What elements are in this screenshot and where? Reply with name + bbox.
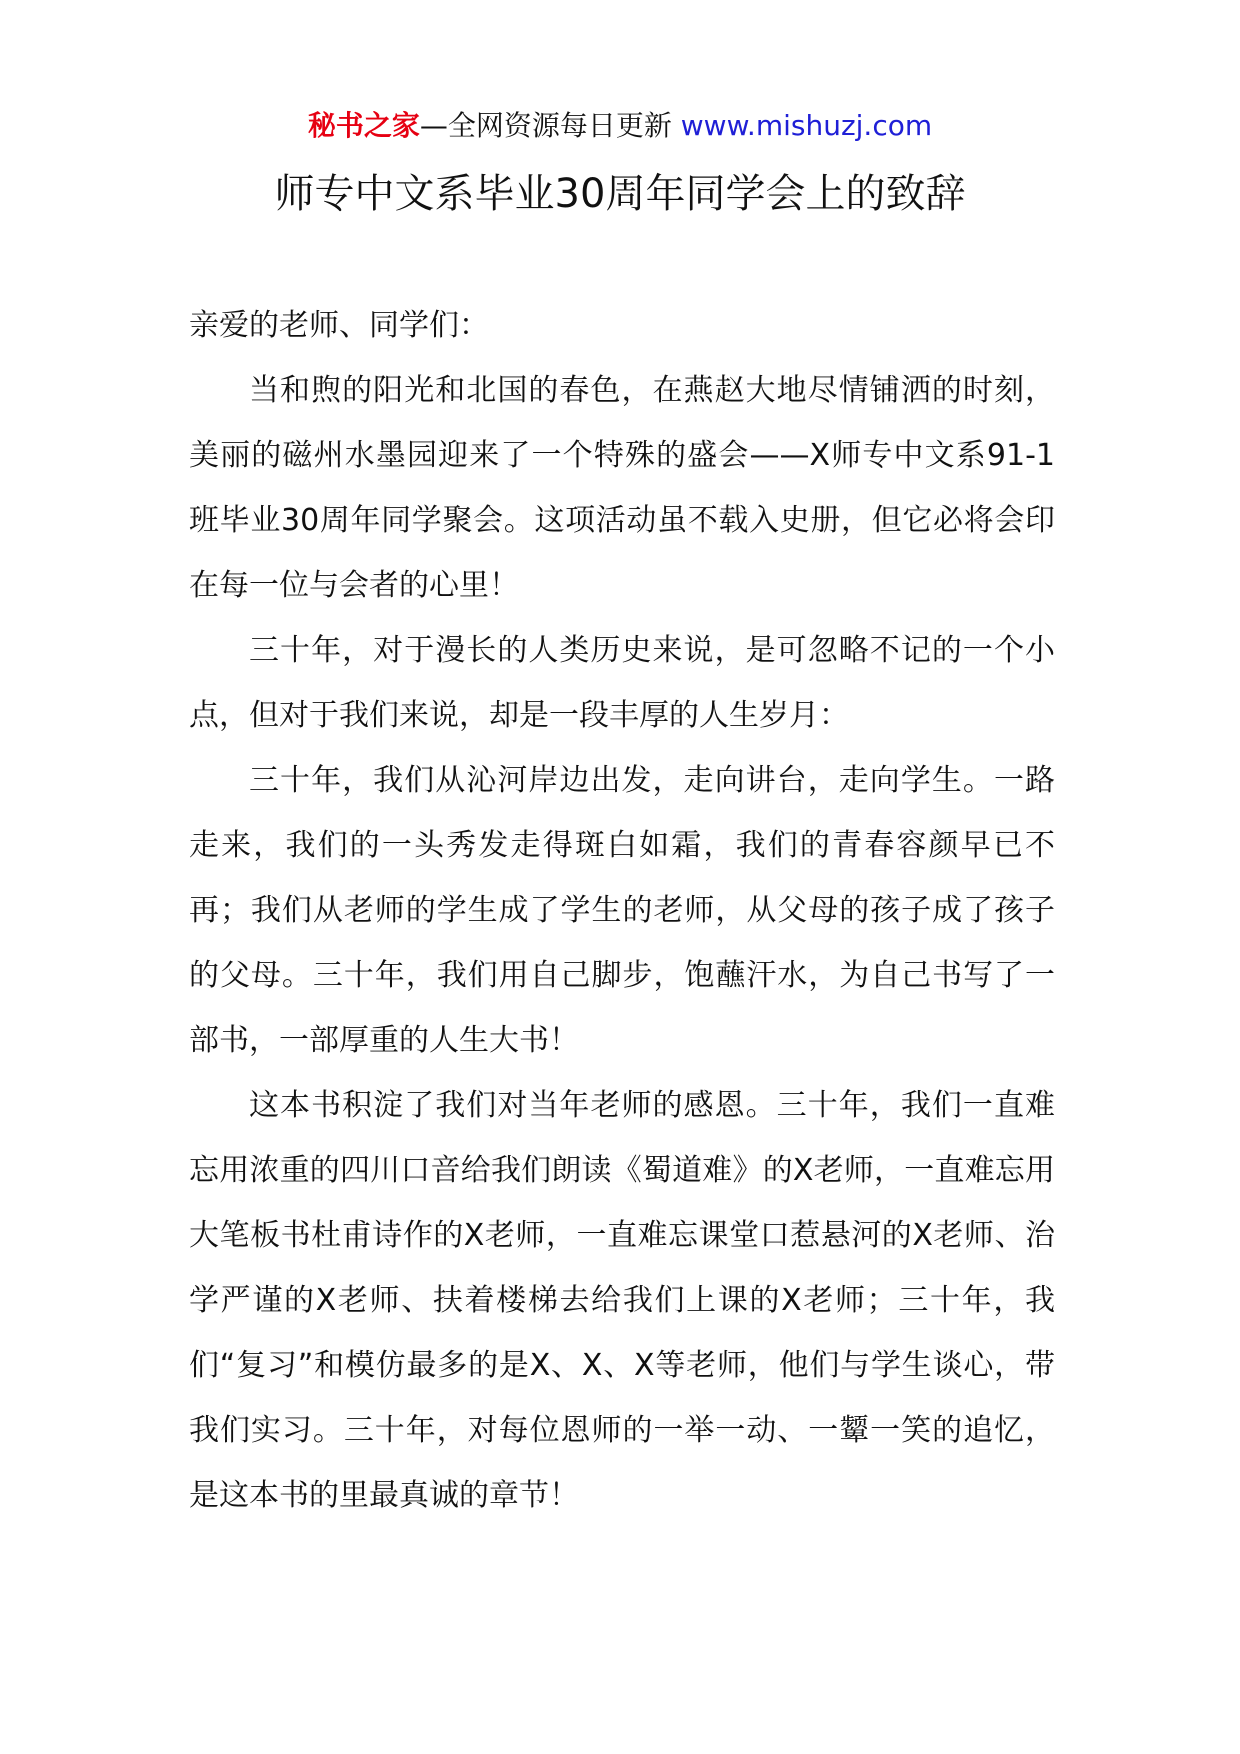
paragraph-3: 三十年，我们从沁河岸边出发，走向讲台，走向学生。一路走来，我们的一头秀发走得斑白如霜，我们的青春容颜早已不再；我们从老师的学生成了学生的老师，从父母的孩子成了孩子的父母。三十年，我们用自己脚步，饱蘸汗水，为自己书写了一部书，一部厚重的人生大书！ (189, 763, 1055, 1058)
document-body (189, 293, 1055, 1528)
document-title: 师专中文系毕业30周年同学会上的致辞 (274, 171, 966, 217)
site-brand: 秘书之家 (307, 109, 420, 142)
paragraph-1: 当和煦的阳光和北国的春色，在燕赵大地尽情铺洒的时刻，美丽的磁州水墨园迎来了一个特殊的盛会——X师专中文系91-1班毕业30周年同学聚会。这项活动虽不载入史册，但它必将会印在每一位与会者的心里！ (189, 373, 1055, 603)
site-url-link[interactable]: www.mishuzj.com (680, 109, 933, 142)
greeting-line: 亲爱的老师、同学们： (189, 308, 489, 343)
paragraph-2: 三十年，对于漫长的人类历史来说，是可忽略不记的一个小点，但对于我们来说，却是一段丰厚的人生岁月： (189, 633, 1055, 733)
paragraph-4: 这本书积淀了我们对当年老师的感恩。三十年，我们一直难忘用浓重的四川口音给我们朗读《蜀道难》的X老师，一直难忘用大笔板书杜甫诗作的X老师，一直难忘课堂口惹悬河的X老师、治学严谨的X老师、扶着楼梯去给我们上课的X老师；三十年，我们“复习”和模仿最多的是X、X、X等老师，他们与学生谈心，带我们实习。三十年，对每位恩师的一举一动、一颦一笑的追忆，是这本书的里最真诚的章节！ (189, 1088, 1055, 1513)
site-slogan: —全网资源每日更新 (419, 109, 681, 142)
site-header (0, 106, 1240, 146)
